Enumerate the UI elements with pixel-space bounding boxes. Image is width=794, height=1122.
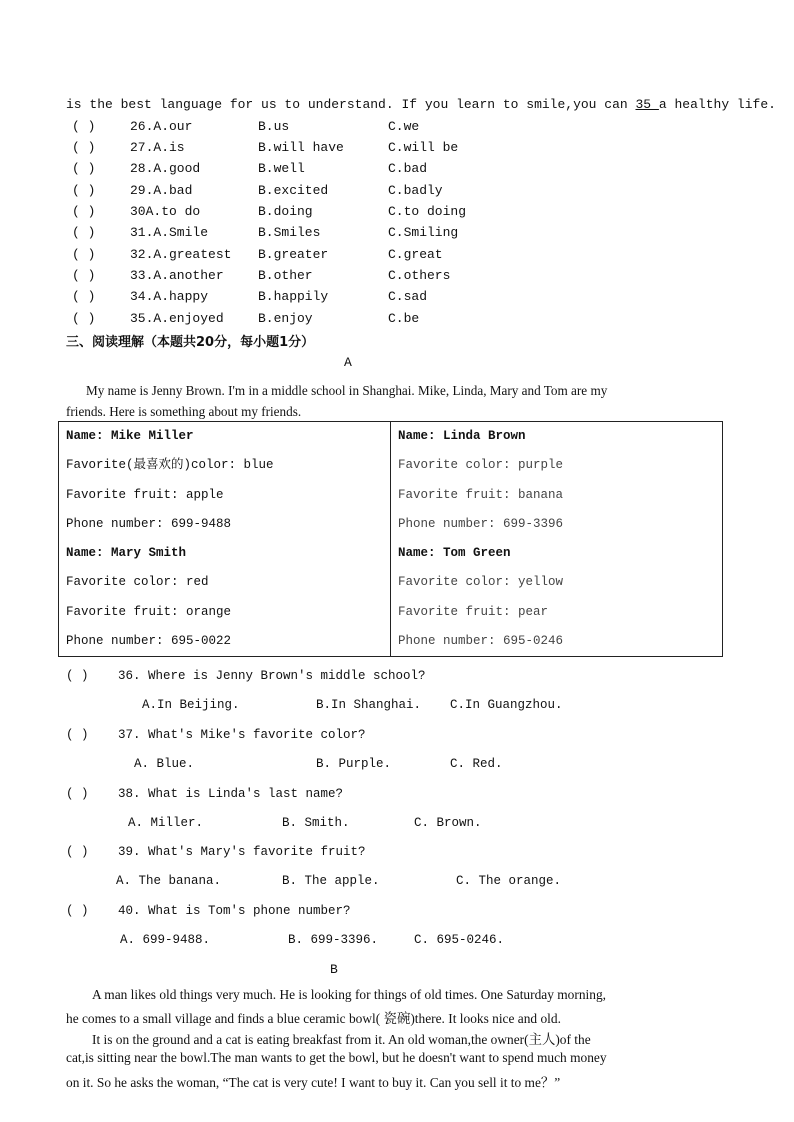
option-a: 26.A.our	[130, 119, 193, 134]
passage-a-intro-line1: My name is Jenny Brown. I'm in a middle school in Shanghai. Mike, Linda, Mary and Tom are my	[86, 383, 608, 398]
friend-phone: Phone number: 695-0246	[398, 634, 564, 649]
passage-b-line: It is on the ground and a cat is eating breakfast from it. An old woman,the owner(主人)of the	[92, 1032, 591, 1047]
answer-blank: ( )	[72, 289, 96, 304]
option-b: B.other	[258, 268, 313, 283]
question-text: 36. Where is Jenny Brown's middle school?	[118, 669, 426, 683]
option-c: C.Smiling	[388, 225, 459, 240]
passage-text: is the best language for us to understand. If you learn to smile,you can	[66, 97, 636, 112]
option-c: C.bad	[388, 161, 428, 176]
passage-text-end: a healthy life.	[658, 97, 776, 112]
passage-b-line: he comes to a small village and finds a blue ceramic bowl( 瓷碗)there. It looks nice and old.	[66, 1011, 561, 1026]
option-c: C.sad	[388, 289, 428, 304]
blank-35: 35	[635, 97, 659, 112]
answer-blank: ( )	[66, 728, 89, 742]
table-column-left	[59, 422, 391, 657]
option-c: C.great	[388, 247, 443, 262]
friend-name: Name: Mike Miller	[66, 429, 194, 443]
friend-phone: Phone number: 699-9488	[66, 516, 232, 531]
option-b: B.enjoy	[258, 311, 313, 326]
question-text: 38. What is Linda's last name?	[118, 787, 344, 801]
answer-blank: ( )	[66, 787, 89, 801]
friend-fruit: Favorite fruit: banana	[398, 487, 564, 502]
option-c: C.badly	[388, 183, 443, 198]
option-a: 31.A.Smile	[130, 225, 209, 240]
passage-b-line: cat,is sitting near the bowl.The man wants to get the bowl, but he doesn't want to spend much money	[66, 1050, 607, 1065]
option-b: B. Purple.	[316, 757, 392, 771]
option-a: 33.A.another	[130, 268, 224, 283]
passage-a-intro-line2: friends. Here is something about my friends.	[66, 404, 302, 419]
friend-name: Name: Tom Green	[398, 546, 511, 561]
option-a: 28.A.good	[130, 161, 201, 176]
friends-info-table	[58, 421, 723, 657]
friend-phone: Phone number: 699-3396	[398, 516, 564, 531]
friend-fruit: Favorite fruit: pear	[398, 604, 549, 619]
option-a: A. The banana.	[116, 874, 222, 888]
friend-color: Favorite color: purple	[398, 458, 564, 473]
option-c: C.to doing	[388, 204, 467, 219]
option-c: C.others	[388, 268, 451, 283]
option-a: 30A.to do	[130, 204, 201, 219]
option-b: B.Smiles	[258, 225, 321, 240]
option-a: A. Blue.	[134, 757, 195, 771]
option-c: C.we	[388, 119, 420, 134]
cloze-passage-end	[66, 97, 776, 112]
option-b: B.will have	[258, 140, 344, 155]
answer-blank: ( )	[72, 161, 96, 176]
friend-name: Name: Linda Brown	[398, 429, 526, 443]
option-a: 27.A.is	[130, 140, 185, 155]
option-a: A.In Beijing.	[142, 698, 240, 712]
answer-blank: ( )	[72, 311, 96, 326]
answer-blank: ( )	[66, 669, 89, 683]
friend-name: Name: Mary Smith	[66, 546, 187, 561]
answer-blank: ( )	[72, 247, 96, 262]
option-a: 32.A.greatest	[130, 247, 232, 262]
question-text: 39. What's Mary's favorite fruit?	[118, 845, 366, 859]
option-c: C.be	[388, 311, 420, 326]
friend-fruit: Favorite fruit: orange	[66, 604, 232, 619]
friend-color: Favorite(最喜欢的)color: blue	[66, 458, 274, 473]
option-b: B. 699-3396.	[288, 933, 379, 947]
option-b: B.excited	[258, 183, 329, 198]
option-c: C. 695-0246.	[414, 933, 505, 947]
table-column-right	[391, 422, 723, 657]
question-text: 37. What's Mike's favorite color?	[118, 728, 366, 742]
answer-blank: ( )	[72, 183, 96, 198]
passage-b-line: on it. So he asks the woman, “The cat is very cute! I want to buy it. Can you sell it to me？”	[66, 1075, 561, 1090]
option-b: B.In Shanghai.	[316, 698, 422, 712]
option-c: C. Red.	[450, 757, 503, 771]
option-c: C.will be	[388, 140, 459, 155]
passage-a-label: A	[344, 355, 352, 370]
option-a: A. 699-9488.	[120, 933, 211, 947]
answer-blank: ( )	[72, 119, 96, 134]
option-b: B. The apple.	[282, 874, 380, 888]
friend-fruit: Favorite fruit: apple	[66, 487, 224, 502]
option-b: B.greater	[258, 247, 329, 262]
option-b: B.well	[258, 161, 305, 176]
option-b: B.doing	[258, 204, 313, 219]
option-a: 34.A.happy	[130, 289, 209, 304]
option-c: C.In Guangzhou.	[450, 698, 563, 712]
passage-b-label: B	[330, 962, 338, 977]
friend-phone: Phone number: 695-0022	[66, 634, 232, 649]
passage-b-line: A man likes old things very much. He is looking for things of old times. One Saturday morning,	[92, 987, 606, 1002]
option-a: A. Miller.	[128, 816, 204, 830]
answer-blank: ( )	[72, 225, 96, 240]
friend-color: Favorite color: yellow	[398, 575, 564, 590]
option-a: 35.A.enjoyed	[130, 311, 224, 326]
option-c: C. The orange.	[456, 874, 562, 888]
option-a: 29.A.bad	[130, 183, 193, 198]
question-text: 40. What is Tom's phone number?	[118, 904, 351, 918]
option-c: C. Brown.	[414, 816, 482, 830]
option-b: B.us	[258, 119, 290, 134]
answer-blank: ( )	[66, 845, 89, 859]
option-b: B.happily	[258, 289, 329, 304]
answer-blank: ( )	[66, 904, 89, 918]
answer-blank: ( )	[72, 268, 96, 283]
option-b: B. Smith.	[282, 816, 350, 830]
section-title: 三、阅读理解（本题共20分，每小题1分）	[66, 335, 315, 350]
answer-blank: ( )	[72, 140, 96, 155]
answer-blank: ( )	[72, 204, 96, 219]
friend-color: Favorite color: red	[66, 575, 209, 590]
